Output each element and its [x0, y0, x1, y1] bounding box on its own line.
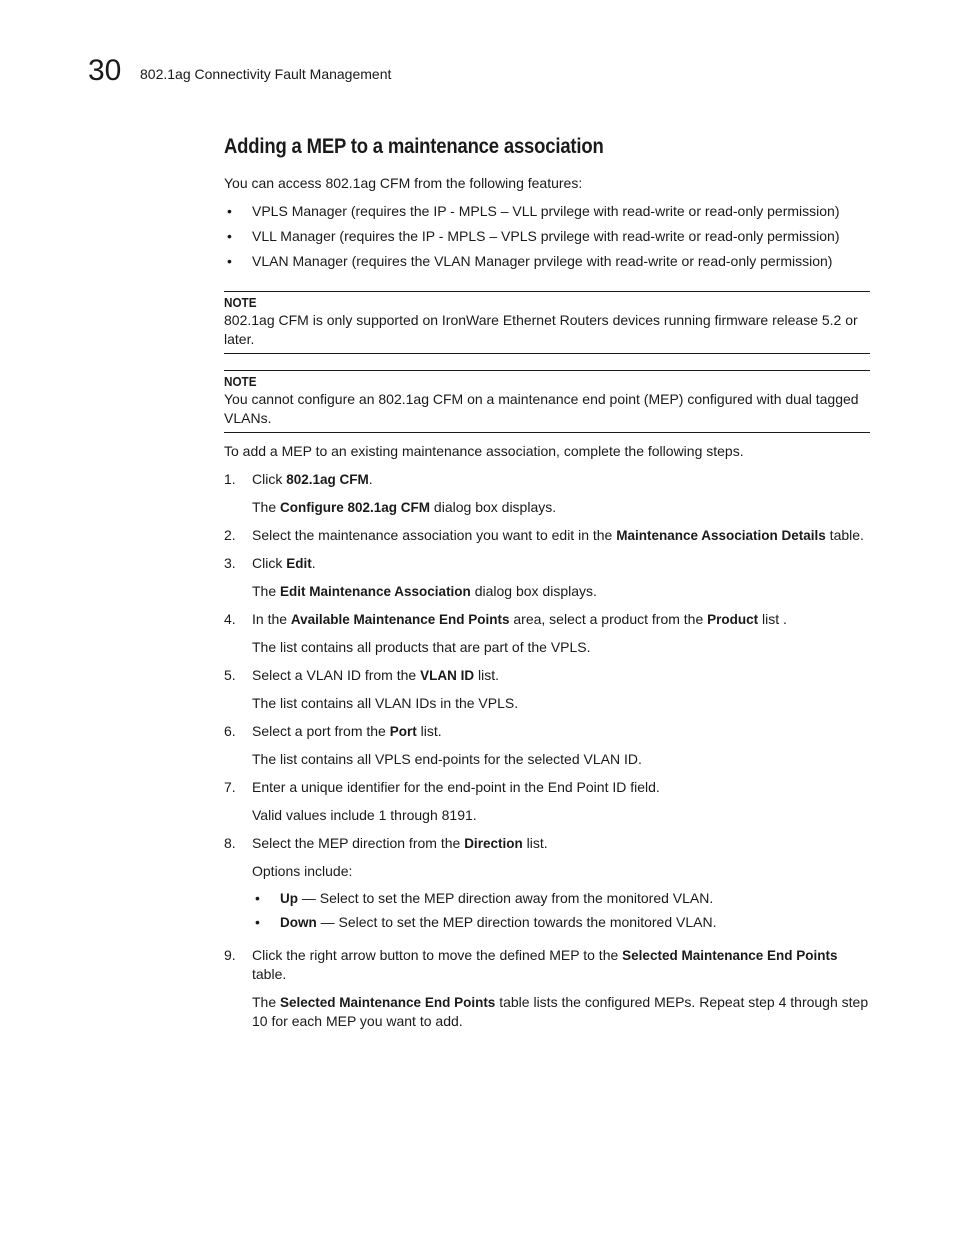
step-result: The list contains all VLAN IDs in the VPLS.: [252, 695, 519, 711]
result-text: dialog box displays.: [470, 583, 597, 599]
step-7: [224, 778, 870, 825]
step-5: [224, 666, 870, 713]
step-number: 8.: [224, 835, 236, 851]
ui-term: Up: [280, 891, 298, 906]
list-item-text: — Select to set the MEP direction away from the monitored VLAN.: [298, 890, 714, 906]
step-text: Select the maintenance association you want to edit in the: [252, 527, 617, 543]
list-item-text: VPLS Manager (requires the IP - MPLS – VLL prvilege with read-write or read-only permission): [252, 203, 840, 219]
list-item: [224, 252, 870, 277]
step-text: area, select a product from the: [509, 611, 708, 627]
step-text: .: [311, 555, 316, 571]
step-number: 6.: [224, 723, 236, 739]
running-header: [88, 54, 868, 94]
ui-term: Configure 802.1ag CFM: [280, 500, 431, 515]
step-4: [224, 610, 870, 657]
step-3: [224, 554, 870, 601]
result-text: The: [252, 499, 281, 515]
step-text: .: [368, 471, 373, 487]
ui-term: Edit Maintenance Association: [280, 584, 471, 599]
chapter-number: 30: [88, 54, 122, 87]
note-text: 802.1ag CFM is only supported on IronWare Ethernet Routers devices running firmware release 5.2 or later.: [224, 312, 858, 347]
ui-term: Edit: [286, 556, 312, 571]
ui-term: Port: [389, 724, 417, 739]
ui-term: Available Maintenance End Points: [290, 612, 510, 627]
step-number: 2.: [224, 527, 236, 543]
step-text: list.: [416, 723, 442, 739]
step-number: 4.: [224, 611, 236, 627]
step-1: [224, 470, 870, 517]
intro-paragraph: You can access 802.1ag CFM from the following features:: [224, 175, 583, 191]
step-text: Click the right arrow button to move the defined MEP to the: [252, 947, 623, 963]
note-label: NOTE: [224, 295, 257, 310]
step-number: 7.: [224, 779, 236, 795]
step-result: Options include:: [252, 863, 353, 879]
step-result: [252, 582, 870, 601]
bullet-icon: •: [227, 228, 232, 244]
bullet-icon: •: [255, 890, 260, 906]
step-number: 5.: [224, 667, 236, 683]
section-title: Adding a MEP to a maintenance association: [224, 135, 604, 158]
list-item: [252, 913, 870, 937]
steps-intro: To add a MEP to an existing maintenance association, complete the following steps.: [224, 443, 744, 459]
list-item-text: VLL Manager (requires the IP - MPLS – VPLS prvilege with read-write or read-only permission): [252, 228, 840, 244]
feature-list: [224, 202, 870, 277]
step-text: list.: [474, 667, 499, 683]
note-text: You cannot configure an 802.1ag CFM on a maintenance end point (MEP) configured with dual tagged VLANs.: [224, 391, 859, 426]
result-text: The: [252, 994, 281, 1010]
step-text: In the: [252, 611, 291, 627]
step-6: [224, 722, 870, 769]
step-2: [224, 526, 870, 545]
list-item-text: — Select to set the MEP direction towards the monitored VLAN.: [316, 914, 717, 930]
step-result: [252, 498, 870, 517]
ui-term: Down: [280, 915, 317, 930]
bullet-icon: •: [227, 203, 232, 219]
note-box: [224, 370, 870, 433]
step-result: [252, 993, 870, 1031]
bullet-icon: •: [255, 914, 260, 930]
step-result: The list contains all products that are part of the VPLS.: [252, 639, 591, 655]
bullet-icon: •: [227, 253, 232, 269]
ui-term: 802.1ag CFM: [286, 472, 369, 487]
list-item-text: VLAN Manager (requires the VLAN Manager prvilege with read-write or read-only permission): [252, 253, 833, 269]
step-9: [224, 946, 870, 1031]
page-content: [224, 130, 870, 1040]
ui-term: Selected Maintenance End Points: [280, 995, 496, 1010]
chapter-title: 802.1ag Connectivity Fault Management: [140, 66, 392, 82]
ui-term: Maintenance Association Details: [616, 528, 826, 543]
step-result: The list contains all VPLS end-points for the selected VLAN ID.: [252, 751, 642, 767]
step-text: Select a VLAN ID from the: [252, 667, 421, 683]
list-item: [252, 889, 870, 913]
step-text: Enter a unique identifier for the end-point in the End Point ID field.: [252, 779, 660, 795]
step-text: table.: [825, 527, 864, 543]
step-number: 3.: [224, 555, 236, 571]
direction-options: [252, 889, 870, 937]
step-number: 1.: [224, 471, 236, 487]
step-text: list.: [522, 835, 548, 851]
ui-term: VLAN ID: [420, 668, 475, 683]
step-text: Select the MEP direction from the: [252, 835, 465, 851]
ui-term: Direction: [464, 836, 523, 851]
result-text: The: [252, 583, 281, 599]
step-text: table.: [252, 966, 287, 982]
note-box: [224, 291, 870, 354]
step-text: Select a port from the: [252, 723, 390, 739]
step-8: [224, 834, 870, 937]
step-number: 9.: [224, 947, 236, 963]
ui-term: Product: [707, 612, 759, 627]
step-result: Valid values include 1 through 8191.: [252, 807, 477, 823]
ui-term: Selected Maintenance End Points: [622, 948, 838, 963]
result-text: dialog box displays.: [430, 499, 557, 515]
step-text: Click: [252, 555, 287, 571]
result-text: table lists the configured MEPs. Repeat step 4 through step 10 for each MEP you want to add.: [252, 994, 869, 1029]
list-item: [224, 202, 870, 227]
step-text: list .: [758, 611, 787, 627]
note-label: NOTE: [224, 374, 257, 389]
steps-list: [224, 470, 870, 1031]
step-text: Click: [252, 471, 287, 487]
list-item: [224, 227, 870, 252]
